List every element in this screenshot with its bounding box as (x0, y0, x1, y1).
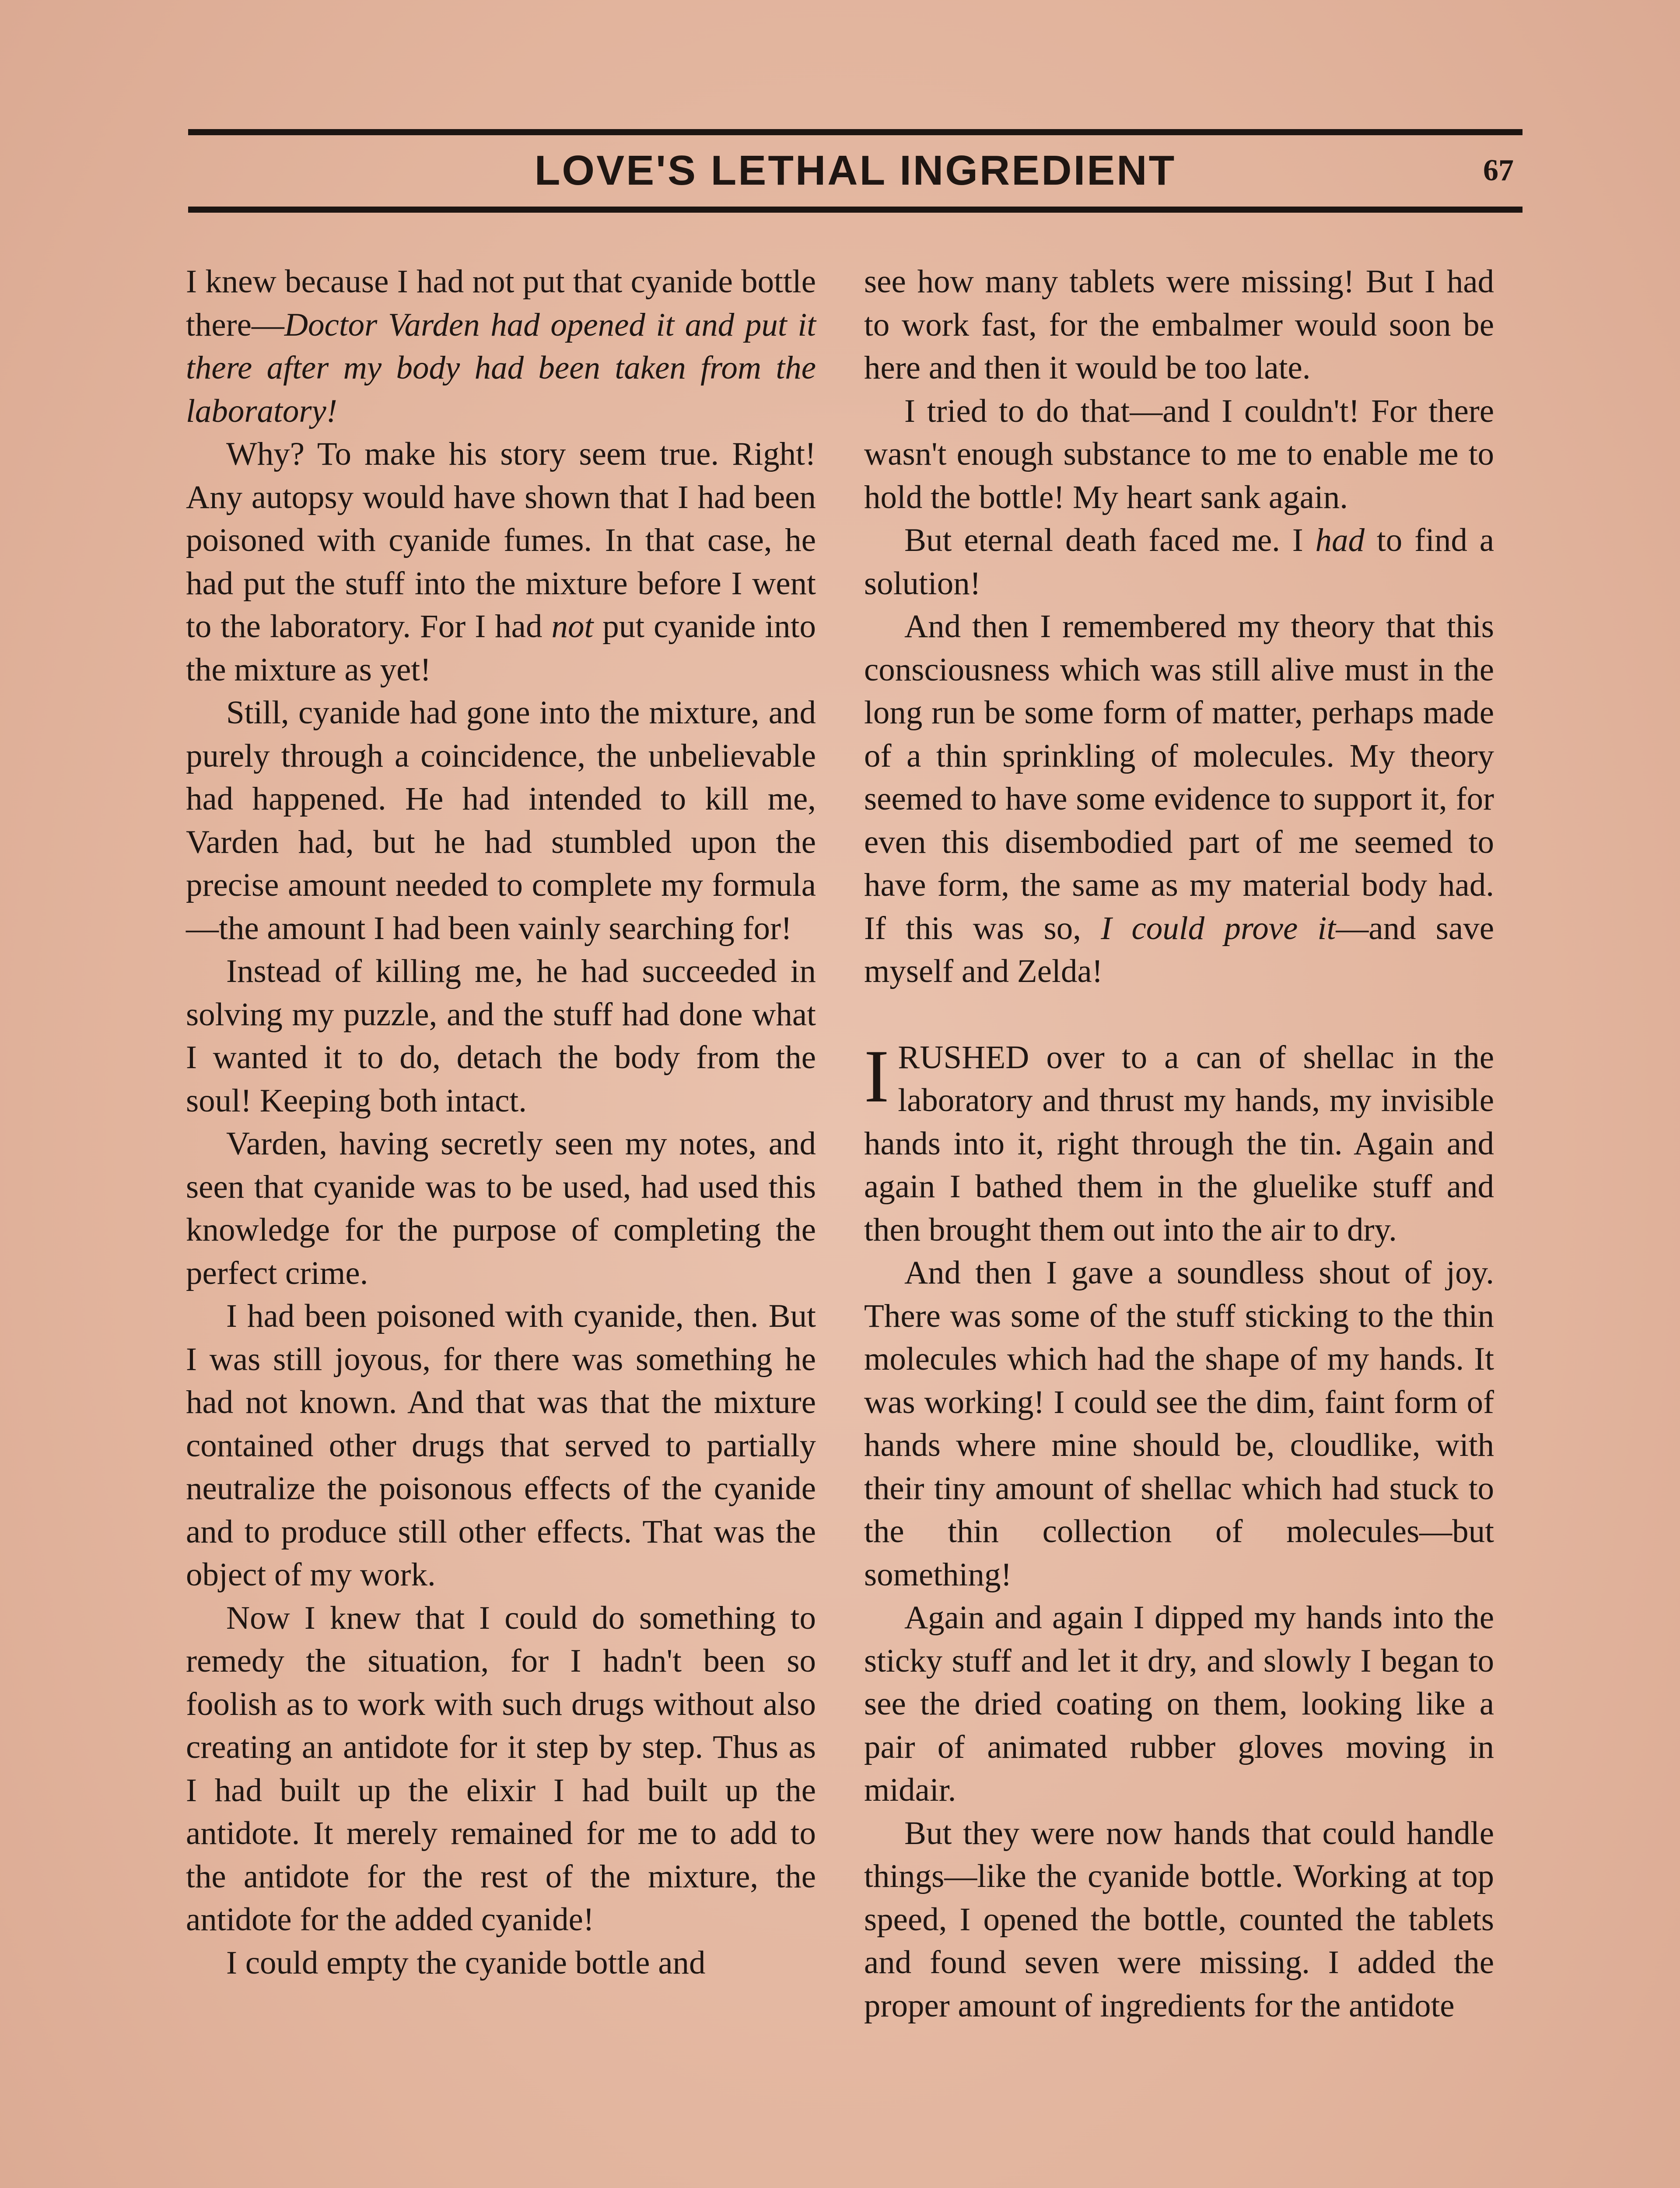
text-run: But they were now hands that could handle things—like the cyanide bottle. Working at top speed, I opened the bottle, counted the tablets and found seven were missing. I added the proper amount of ingredients for the antidote (864, 1815, 1494, 2024)
paragraph (864, 1596, 1494, 1812)
paragraph (864, 605, 1494, 993)
running-head (188, 140, 1522, 201)
text-run: Now I knew that I could do something to remedy the situation, for I hadn't been so foolish as to work with such drugs without also creating an antidote for it step by step. Thus as I had built up the elixir I had built up the antidote. It merely remained for me to add to the antidote for the rest of the mixture, the antidote for the added cyanide! (186, 1599, 816, 1938)
paragraph (864, 390, 1494, 519)
text-run: to find a solution! (864, 522, 1494, 602)
text-run: RUSHED over to a can of shellac in the laboratory and thrust my hands, my invisible hands into it, right through the tin. Again and again I bathed them in the gluelike stuff and then brought them out into the air to dry. (864, 1039, 1494, 1248)
text-run: And then I remembered my theory that this consciousness which was still alive must in the long run be some form of matter, perhaps made of a thin sprinkling of molecules. My theory seemed to have some evidence to support it, for even this disembodied part of me seemed to have form, the same as my material body had. If this was so, (864, 608, 1494, 947)
text-run: But eternal death faced me. I (904, 522, 1316, 558)
paragraph (186, 260, 816, 433)
paragraph (864, 1036, 1494, 1252)
text-run: Instead of killing me, he had succeeded in solving my puzzle, and the stuff had done what I wanted it to do, detach the body from the soul! Keeping both intact. (186, 953, 816, 1119)
text-run: I could empty the cyanide bottle and (226, 1944, 706, 1981)
text-run: Varden, having secretly seen my notes, and seen that cyanide was to be used, had used this knowledge for the purpose of completing the perfect crime. (186, 1126, 816, 1291)
paragraph (864, 260, 1494, 390)
paragraph (186, 1122, 816, 1295)
text-run: Why? To make his story seem true. Right! Any autopsy would have shown that I had been poisoned with cyanide fumes. In that case, he had put the stuff into the mixture before I went to the laboratory. For I had (186, 436, 816, 645)
text-run: put cyanide into the mixture as yet! (186, 608, 816, 688)
text-run: Still, cyanide had gone into the mixture, and purely through a coincidence, the unbelievable had happened. He had intended to kill me, Varden had, but he had stumbled upon the precise amount needed to complete my formula—the amount I had been vainly searching for! (186, 694, 816, 947)
left-text-column (186, 260, 816, 1985)
text-run: I had been poisoned with cyanide, then. But I was still joyous, for there was something he had not known. And that was that the mixture contained other drugs that served to partially neutralize the poisonous effects of the cyanide and to produce still other effects. That was the object of my work. (186, 1298, 816, 1593)
right-text-column (864, 260, 1494, 2027)
paragraph (864, 1252, 1494, 1596)
text-run: I tried to do that—and I couldn't! For there wasn't enough substance to me to enable me to hold the bottle! My heart sank again. (864, 393, 1494, 515)
text-run: —and save myself and Zelda! (864, 910, 1494, 989)
paragraph (186, 1597, 816, 1942)
paragraph (186, 1942, 816, 1985)
text-run: Again and again I dipped my hands into the sticky stuff and let it dry, and slowly I began to see the dried coating on them, looking like a pair of animated rubber gloves moving in midair. (864, 1599, 1494, 1808)
paragraph (186, 950, 816, 1122)
italic-text-run: had (1315, 522, 1365, 558)
drop-cap: I (864, 1034, 889, 1118)
paragraph (864, 519, 1494, 605)
text-run: see how many tablets were missing! But I had to work fast, for the embalmer would soon be here and then it would be too late. (864, 263, 1494, 386)
page-number: 67 (1483, 154, 1514, 187)
paragraph (186, 1295, 816, 1597)
italic-text-run: Doctor Varden had opened it and put it there after my body had been taken from the laboratory! (186, 306, 816, 429)
bottom-rule (188, 207, 1522, 213)
italic-text-run: not (551, 608, 594, 645)
story-title: LOVE'S LETHAL INGREDIENT (534, 147, 1176, 194)
paragraph (186, 691, 816, 950)
paragraph (864, 1812, 1494, 2028)
text-run: I knew because I had not put that cyanide bottle there— (186, 263, 816, 343)
paragraph (186, 433, 816, 691)
italic-text-run: I could prove it (1101, 910, 1336, 947)
top-rule (188, 129, 1522, 135)
text-run: And then I gave a soundless shout of joy. There was some of the stuff sticking to the thin molecules which had the shape of my hands. It was working! I could see the dim, faint form of hands where mine should be, cloudlike, with their tiny amount of shellac which had stuck to the thin collection of molecules—but something! (864, 1255, 1494, 1593)
